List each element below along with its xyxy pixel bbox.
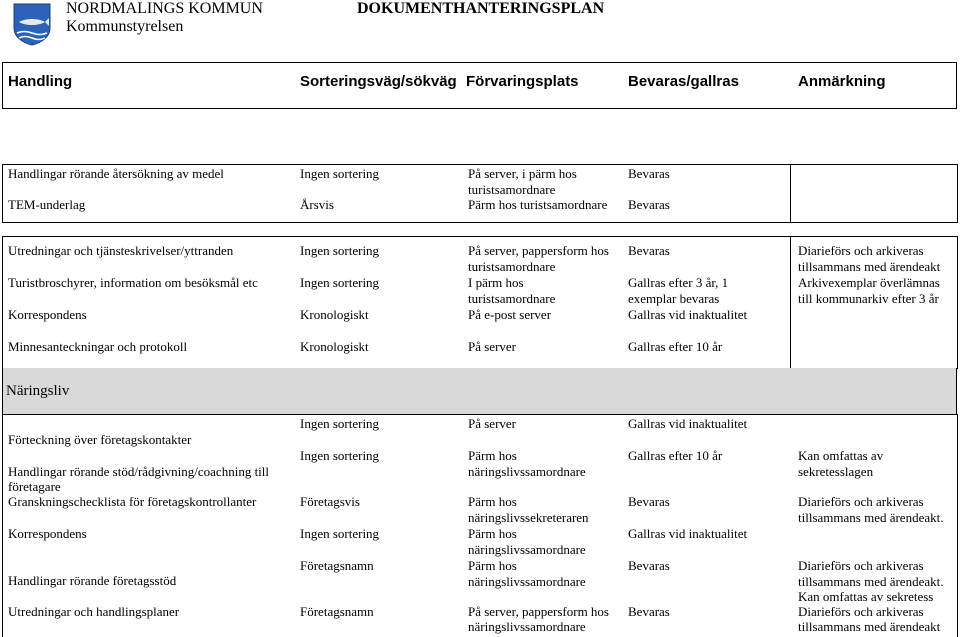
table-cell: näringslivssekreteraren [468, 510, 589, 525]
table-cell: Diarieförs och arkiveras [798, 604, 924, 619]
table-cell: Ingen sortering [300, 526, 380, 541]
table-cell: Årsvis [300, 197, 334, 212]
table-cell: näringslivssamordnare [468, 574, 586, 589]
table-cell: Handlingar rörande företagsstöd [8, 573, 177, 588]
table-cell: Utredningar och tjänsteskrivelser/yttranden [8, 243, 234, 258]
table-cell: turistsamordnare [468, 291, 556, 306]
table-cell: Företagsnamn [300, 604, 374, 619]
table-cell: Pärm hos turistsamordnare [468, 197, 608, 212]
table-cell: Ingen sortering [300, 416, 380, 431]
table-cell: Diarieförs och arkiveras [798, 558, 924, 573]
table-cell: Kan omfattas av [798, 448, 884, 463]
table-cell: Ingen sortering [300, 448, 380, 463]
table-cell: Pärm hos [468, 526, 517, 541]
section-bar [2, 368, 957, 414]
table-cell: Bevaras [628, 494, 670, 509]
table-cell: På server [468, 416, 517, 431]
table-cell: Bevaras [628, 558, 670, 573]
table-border [2, 108, 957, 109]
table-cell: Bevaras [628, 166, 670, 181]
table-cell: Utredningar och handlingsplaner [8, 604, 180, 619]
org-subtitle: Kommunstyrelsen [66, 18, 184, 35]
table-cell: Pärm hos [468, 494, 517, 509]
table-border [2, 62, 957, 63]
table-cell: På server, pappersform hos [468, 604, 609, 619]
table-cell: till kommunarkiv efter 3 år [798, 291, 939, 306]
table-cell: Kronologiskt [300, 307, 369, 322]
column-header-retention: Bevaras/gallras [628, 73, 739, 90]
table-cell: näringslivssamordnare [468, 619, 586, 634]
table-cell: tillsammans med ärendeakt [798, 259, 941, 274]
table-cell: På server [468, 339, 517, 354]
table-border [790, 236, 791, 368]
column-header-handling: Handling [8, 73, 73, 90]
table-cell: Pärm hos [468, 448, 517, 463]
table-cell: Gallras efter 10 år [628, 448, 723, 463]
table-cell: Gallras vid inaktualitet [628, 307, 748, 322]
table-cell: Diarieförs och arkiveras [798, 243, 924, 258]
table-cell: Granskningschecklista för företagskontrollanter [8, 494, 257, 509]
table-cell: näringslivssamordnare [468, 464, 586, 479]
table-cell: På e-post server [468, 307, 552, 322]
table-cell: Kan omfattas av sekretess [798, 589, 934, 604]
org-name: NORDMALINGS KOMMUN [66, 0, 263, 17]
table-border [790, 164, 791, 222]
table-cell: Ingen sortering [300, 275, 380, 290]
document-title: DOKUMENTHANTERINGSPLAN [357, 0, 605, 17]
table-cell: turistsamordnare [468, 259, 556, 274]
column-header-location: Förvaringsplats [466, 73, 579, 90]
table-cell: Minnesanteckningar och protokoll [8, 339, 188, 354]
table-cell: Korrespondens [8, 526, 87, 541]
table-cell: Gallras efter 3 år, 1 [628, 275, 729, 290]
table-cell: exemplar bevaras [628, 291, 720, 306]
table-cell: turistsamordnare [468, 182, 556, 197]
table-cell: Gallras efter 10 år [628, 339, 723, 354]
table-border [956, 62, 957, 109]
table-cell: På server, pappersform hos [468, 243, 609, 258]
table-cell: Turistbroschyrer, information om besöksmål etc [8, 275, 258, 290]
table-cell: Förteckning över företagskontakter [8, 432, 192, 447]
table-cell: tillsammans med ärendeakt. [798, 510, 944, 525]
table-cell: tillsammans med ärendeakt. [798, 574, 944, 589]
table-cell: Diarieförs och arkiveras [798, 494, 924, 509]
table-cell: Bevaras [628, 243, 670, 258]
table-cell: näringslivssamordnare [468, 542, 586, 557]
table-cell: Gallras vid inaktualitet [628, 416, 748, 431]
table-cell: Gallras vid inaktualitet [628, 526, 748, 541]
municipal-crest-icon [12, 2, 52, 46]
table-cell: Bevaras [628, 604, 670, 619]
table-cell: Arkivexemplar överlämnas [798, 275, 940, 290]
table-border [2, 62, 3, 109]
table-cell: Ingen sortering [300, 166, 380, 181]
column-header-path: Sorteringsväg/sökväg [300, 73, 457, 90]
table-cell: tillsammans med ärendeakt [798, 619, 941, 634]
table-cell: I pärm hos [468, 275, 524, 290]
table-cell: På server, i pärm hos [468, 166, 577, 181]
table-cell: Handlingar rörande återsökning av medel [8, 166, 224, 181]
table-cell: Korrespondens [8, 307, 87, 322]
table-cell: Företagsvis [300, 494, 360, 509]
section-title: Näringsliv [6, 383, 70, 399]
table-cell: Pärm hos [468, 558, 517, 573]
table-cell: Handlingar rörande stöd/rådgivning/coachning till [8, 464, 270, 479]
table-cell: sekretesslagen [798, 464, 874, 479]
table-cell: Företagsnamn [300, 558, 374, 573]
table-cell: företagare [8, 479, 61, 494]
table-cell: Kronologiskt [300, 339, 369, 354]
table-cell: Ingen sortering [300, 243, 380, 258]
column-header-remark: Anmärkning [798, 73, 886, 90]
table-cell: Bevaras [628, 197, 670, 212]
table-cell: TEM-underlag [8, 197, 86, 212]
